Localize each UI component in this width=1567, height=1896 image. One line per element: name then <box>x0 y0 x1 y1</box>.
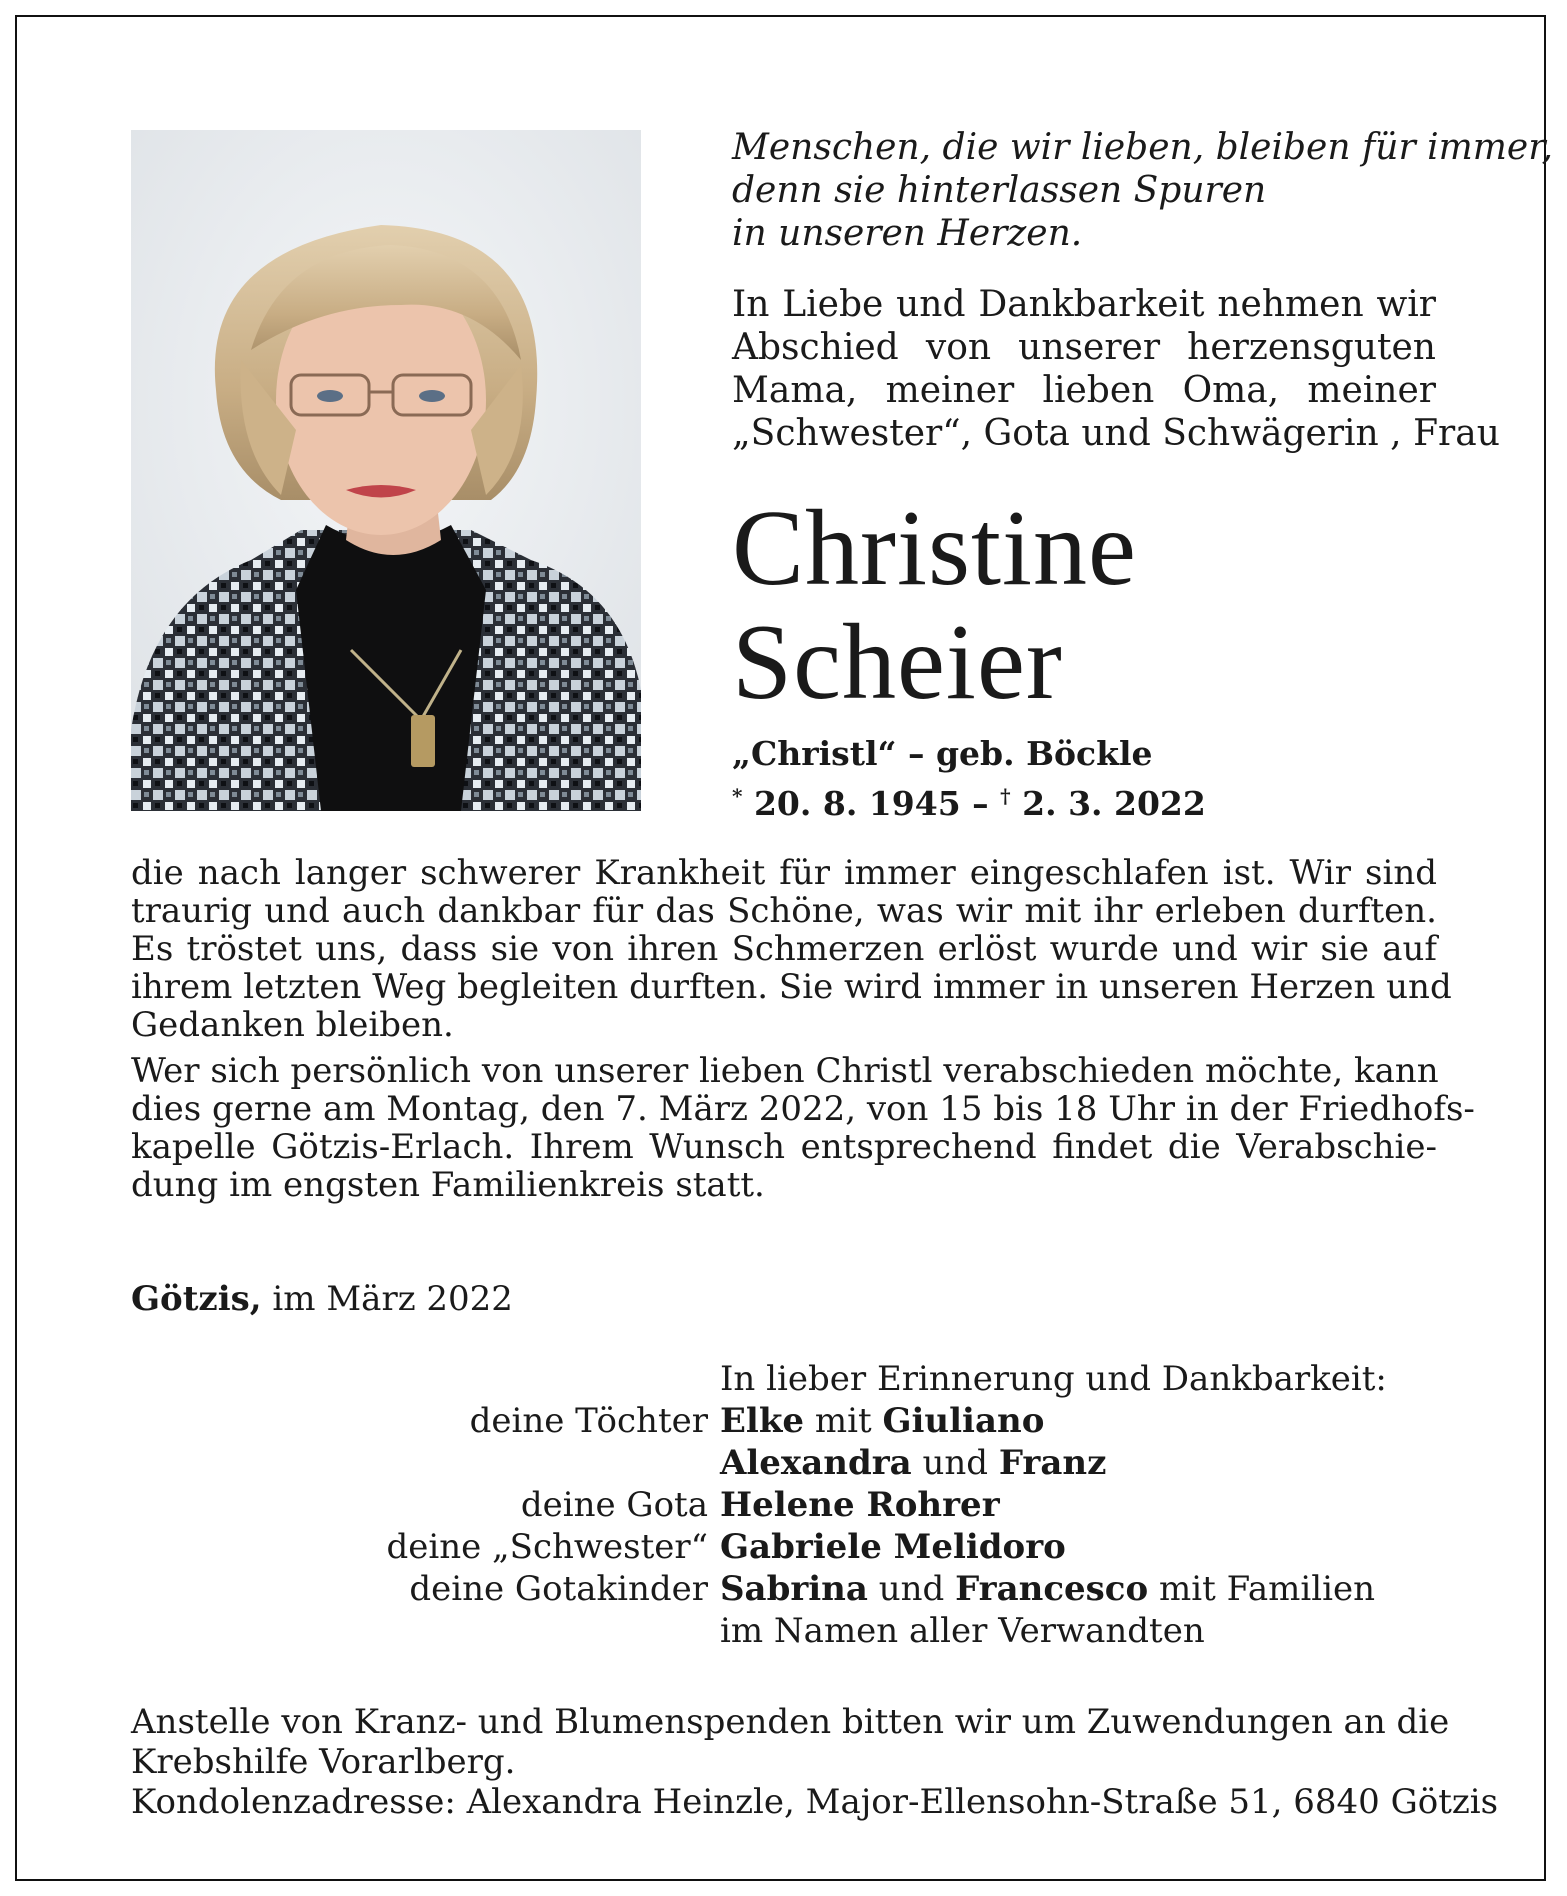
person-name: Helene Rohrer <box>720 1485 1000 1525</box>
signature-row <box>360 1484 1470 1526</box>
body-line: die nach langer schwerer Krankheit für immer eingeschlafen ist. Wir sind <box>131 853 1437 893</box>
intro-line: Mama, meiner lieben Oma, meiner <box>732 370 1436 411</box>
body-line: Gedanken bleiben. <box>131 1005 454 1045</box>
notice-body <box>131 853 1475 1205</box>
relation-names <box>720 1442 1106 1484</box>
person-name: Francesco <box>955 1569 1149 1609</box>
quote-line: denn sie hinterlassen Spuren <box>732 170 1267 211</box>
relation-label <box>360 1442 720 1484</box>
person-name: Sabrina <box>720 1569 868 1609</box>
connector-text: und <box>867 1569 956 1609</box>
place-and-date <box>131 1279 513 1319</box>
footer-line: Krebshilfe Vorarlberg. <box>131 1742 516 1782</box>
footer-line: Anstelle von Kranz- und Blumenspenden bitten wir um Zuwendungen an die <box>131 1702 1450 1742</box>
relation-label: deine Gota <box>520 1485 708 1525</box>
person-name: Elke <box>720 1401 805 1441</box>
life-dates <box>732 775 1206 825</box>
birth-date: 20. 8. 1945 <box>753 784 961 823</box>
body-line: ihrem letzten Weg begleiten durften. Sie wird immer in unseren Herzen und <box>131 967 1452 1007</box>
signature-row <box>360 1526 1470 1568</box>
body-line: dung im engsten Familienkreis statt. <box>131 1165 765 1205</box>
relation-names <box>720 1400 1044 1442</box>
body-line: dies gerne am Montag, den 7. März 2022, von 15 bis 18 Uhr in der Friedhofs- <box>131 1089 1475 1129</box>
person-name: Gabriele Melidoro <box>720 1527 1066 1567</box>
relation-label: deine „Schwester“ <box>386 1527 708 1567</box>
connector-text: und <box>911 1443 999 1483</box>
notice-date: im März 2022 <box>261 1279 513 1319</box>
signature-row <box>360 1400 1470 1442</box>
condolence-address: Kondolenzadresse: Alexandra Heinzle, Major-Ellensohn-Straße 51, 6840 Götzis <box>131 1782 1499 1822</box>
portrait-photo <box>131 130 641 811</box>
person-name: Giuliano <box>882 1401 1045 1441</box>
person-name: Franz <box>998 1443 1107 1483</box>
date-dash: – <box>972 784 989 823</box>
quote-line: Menschen, die wir lieben, bleiben für immer, <box>732 127 1553 168</box>
last-name: Scheier <box>732 603 1063 722</box>
memorial-quote <box>732 126 1553 255</box>
connector-text: im Namen aller Verwandten <box>720 1611 1205 1651</box>
body-line: Es tröstet uns, dass sie von ihren Schmerzen erlöst wurde und wir sie auf <box>131 929 1437 969</box>
signature-rows <box>360 1400 1470 1652</box>
signature-heading-row <box>360 1358 1470 1400</box>
place-city: Götzis, <box>131 1279 262 1319</box>
body-line: kapelle Götzis-Erlach. Ihrem Wunsch entsprechend findet die Verabschie- <box>131 1127 1437 1167</box>
body-line: Wer sich persönlich von unserer lieben Christl verabschieden möchte, kann <box>131 1051 1439 1091</box>
intro-line: „Schwester“, Gota und Schwägerin , Frau <box>732 413 1500 454</box>
body-line: traurig und auch dankbar für das Schöne, was wir mit ihr erleben durften. <box>131 891 1437 931</box>
connector-text: mit Familien <box>1148 1569 1376 1609</box>
paragraph-1 <box>131 853 1452 1045</box>
paragraph-2 <box>131 1051 1475 1205</box>
death-date: 2. 3. 2022 <box>1022 784 1206 823</box>
signature-row <box>360 1568 1470 1610</box>
born-mark: * <box>732 784 743 808</box>
first-name: Christine <box>732 489 1137 608</box>
relation-names <box>720 1568 1375 1610</box>
signature-block <box>360 1358 1470 1652</box>
person-name: Alexandra <box>720 1443 912 1483</box>
deceased-details <box>732 733 1206 825</box>
intro-line: Abschied von unserer herzensguten <box>732 327 1436 368</box>
signature-heading: In lieber Erinnerung und Dankbarkeit: <box>720 1359 1387 1399</box>
relation-label: deine Gotakinder <box>409 1569 708 1609</box>
relation-names <box>720 1526 1066 1568</box>
relation-names <box>720 1610 1205 1652</box>
quote-line: in unseren Herzen. <box>732 213 1083 254</box>
relation-label: deine Töchter <box>469 1401 708 1441</box>
relation-names <box>720 1484 1000 1526</box>
nickname-maiden-name: „Christl“ – geb. Böckle <box>732 734 1153 773</box>
deceased-name <box>732 489 1137 722</box>
intro-line: In Liebe und Dankbarkeit nehmen wir <box>732 284 1436 325</box>
signature-row <box>360 1610 1470 1652</box>
relation-label <box>360 1610 720 1652</box>
signature-row <box>360 1442 1470 1484</box>
connector-text: mit <box>804 1401 883 1441</box>
intro-text <box>732 283 1500 455</box>
died-mark: † <box>1000 784 1011 808</box>
notice-footer <box>131 1702 1499 1822</box>
